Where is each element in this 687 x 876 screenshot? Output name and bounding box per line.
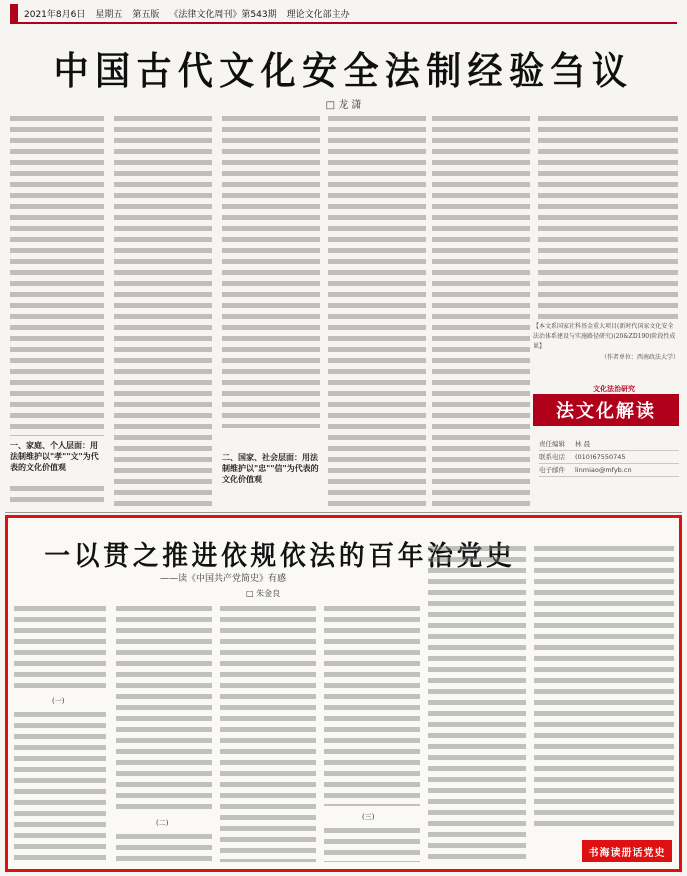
editor-info xyxy=(539,438,679,477)
phone-label: 联系电话 xyxy=(539,453,565,461)
box-column-5-text xyxy=(428,546,526,862)
top-column-5-text xyxy=(432,116,530,508)
box-section-1: (一) xyxy=(52,697,65,705)
box-column-4b-text xyxy=(324,828,420,862)
box-column-6-text xyxy=(534,546,674,832)
top-subhead-2: 二、国家、社会层面：用法制维护以"忠""信"为代表的文化价值观 xyxy=(222,453,319,484)
issue-date: 2021年8月6日 xyxy=(24,9,86,20)
email-value[interactable]: linmiao@mfyb.cn xyxy=(575,466,632,474)
issue-edition: 第五版 xyxy=(132,9,160,20)
top-column-1b-text xyxy=(10,486,104,508)
box-column-1b-text xyxy=(14,712,106,862)
box-column-2b-text xyxy=(116,834,212,862)
masthead-red-bar xyxy=(10,4,18,24)
paper-name: 《法律文化周刊》第543期 xyxy=(169,9,277,20)
box-section-2: (二) xyxy=(156,819,169,827)
top-column-1-text xyxy=(10,116,104,436)
top-column-6-text xyxy=(538,116,678,322)
featured-article-subtitle: ——读《中国共产党简史》有感 xyxy=(160,574,287,584)
top-column-2-text xyxy=(114,116,212,508)
featured-article-title: 一以贯之推进依规依法的百年治党史 xyxy=(44,541,516,572)
email-row xyxy=(539,464,679,477)
sidebar-tag: 文化法治研究 xyxy=(593,385,635,393)
column-ribbon: 法文化解读 xyxy=(533,394,679,426)
box-column-4-text xyxy=(324,606,420,806)
box-column-3-text xyxy=(220,606,316,862)
masthead xyxy=(10,4,677,24)
box-column-1-text xyxy=(14,606,106,690)
top-column-3-text xyxy=(222,116,320,428)
box-column-2-text xyxy=(116,606,212,812)
top-bottom-divider xyxy=(5,512,682,513)
top-article-byline: □ 龙 潇 xyxy=(325,100,362,111)
top-subhead-1: 一、家庭、个人层面：用法制维护以"孝""文"为代表的文化价值观 xyxy=(10,441,99,472)
box-section-3: (三) xyxy=(362,813,375,821)
phone-value: (010)67550745 xyxy=(575,453,626,461)
column-badge: 书海读册话党史 xyxy=(582,840,672,862)
author-affiliation: （作者单位：西南政法大学） xyxy=(600,354,679,361)
issue-weekday: 星期五 xyxy=(95,9,123,20)
top-column-4-text xyxy=(328,116,426,508)
editor-dept: 理论文化部主办 xyxy=(286,9,350,20)
editor-name: 林 晨 xyxy=(575,440,591,448)
author-note: 【本文系国家社科基金重大项目(新时代国家文化安全法治体系建设与实施路径研究)(20&ZD190)阶段性成果】 xyxy=(533,323,676,350)
editor-row xyxy=(539,438,679,451)
email-label: 电子邮件 xyxy=(539,466,565,474)
editor-label: 责任编辑 xyxy=(539,440,565,448)
top-article-title: 中国古代文化安全法制经验刍议 xyxy=(53,49,634,93)
column-sidebar xyxy=(533,358,679,508)
featured-article-author: □ 朱金良 xyxy=(246,589,281,598)
phone-row xyxy=(539,451,679,464)
